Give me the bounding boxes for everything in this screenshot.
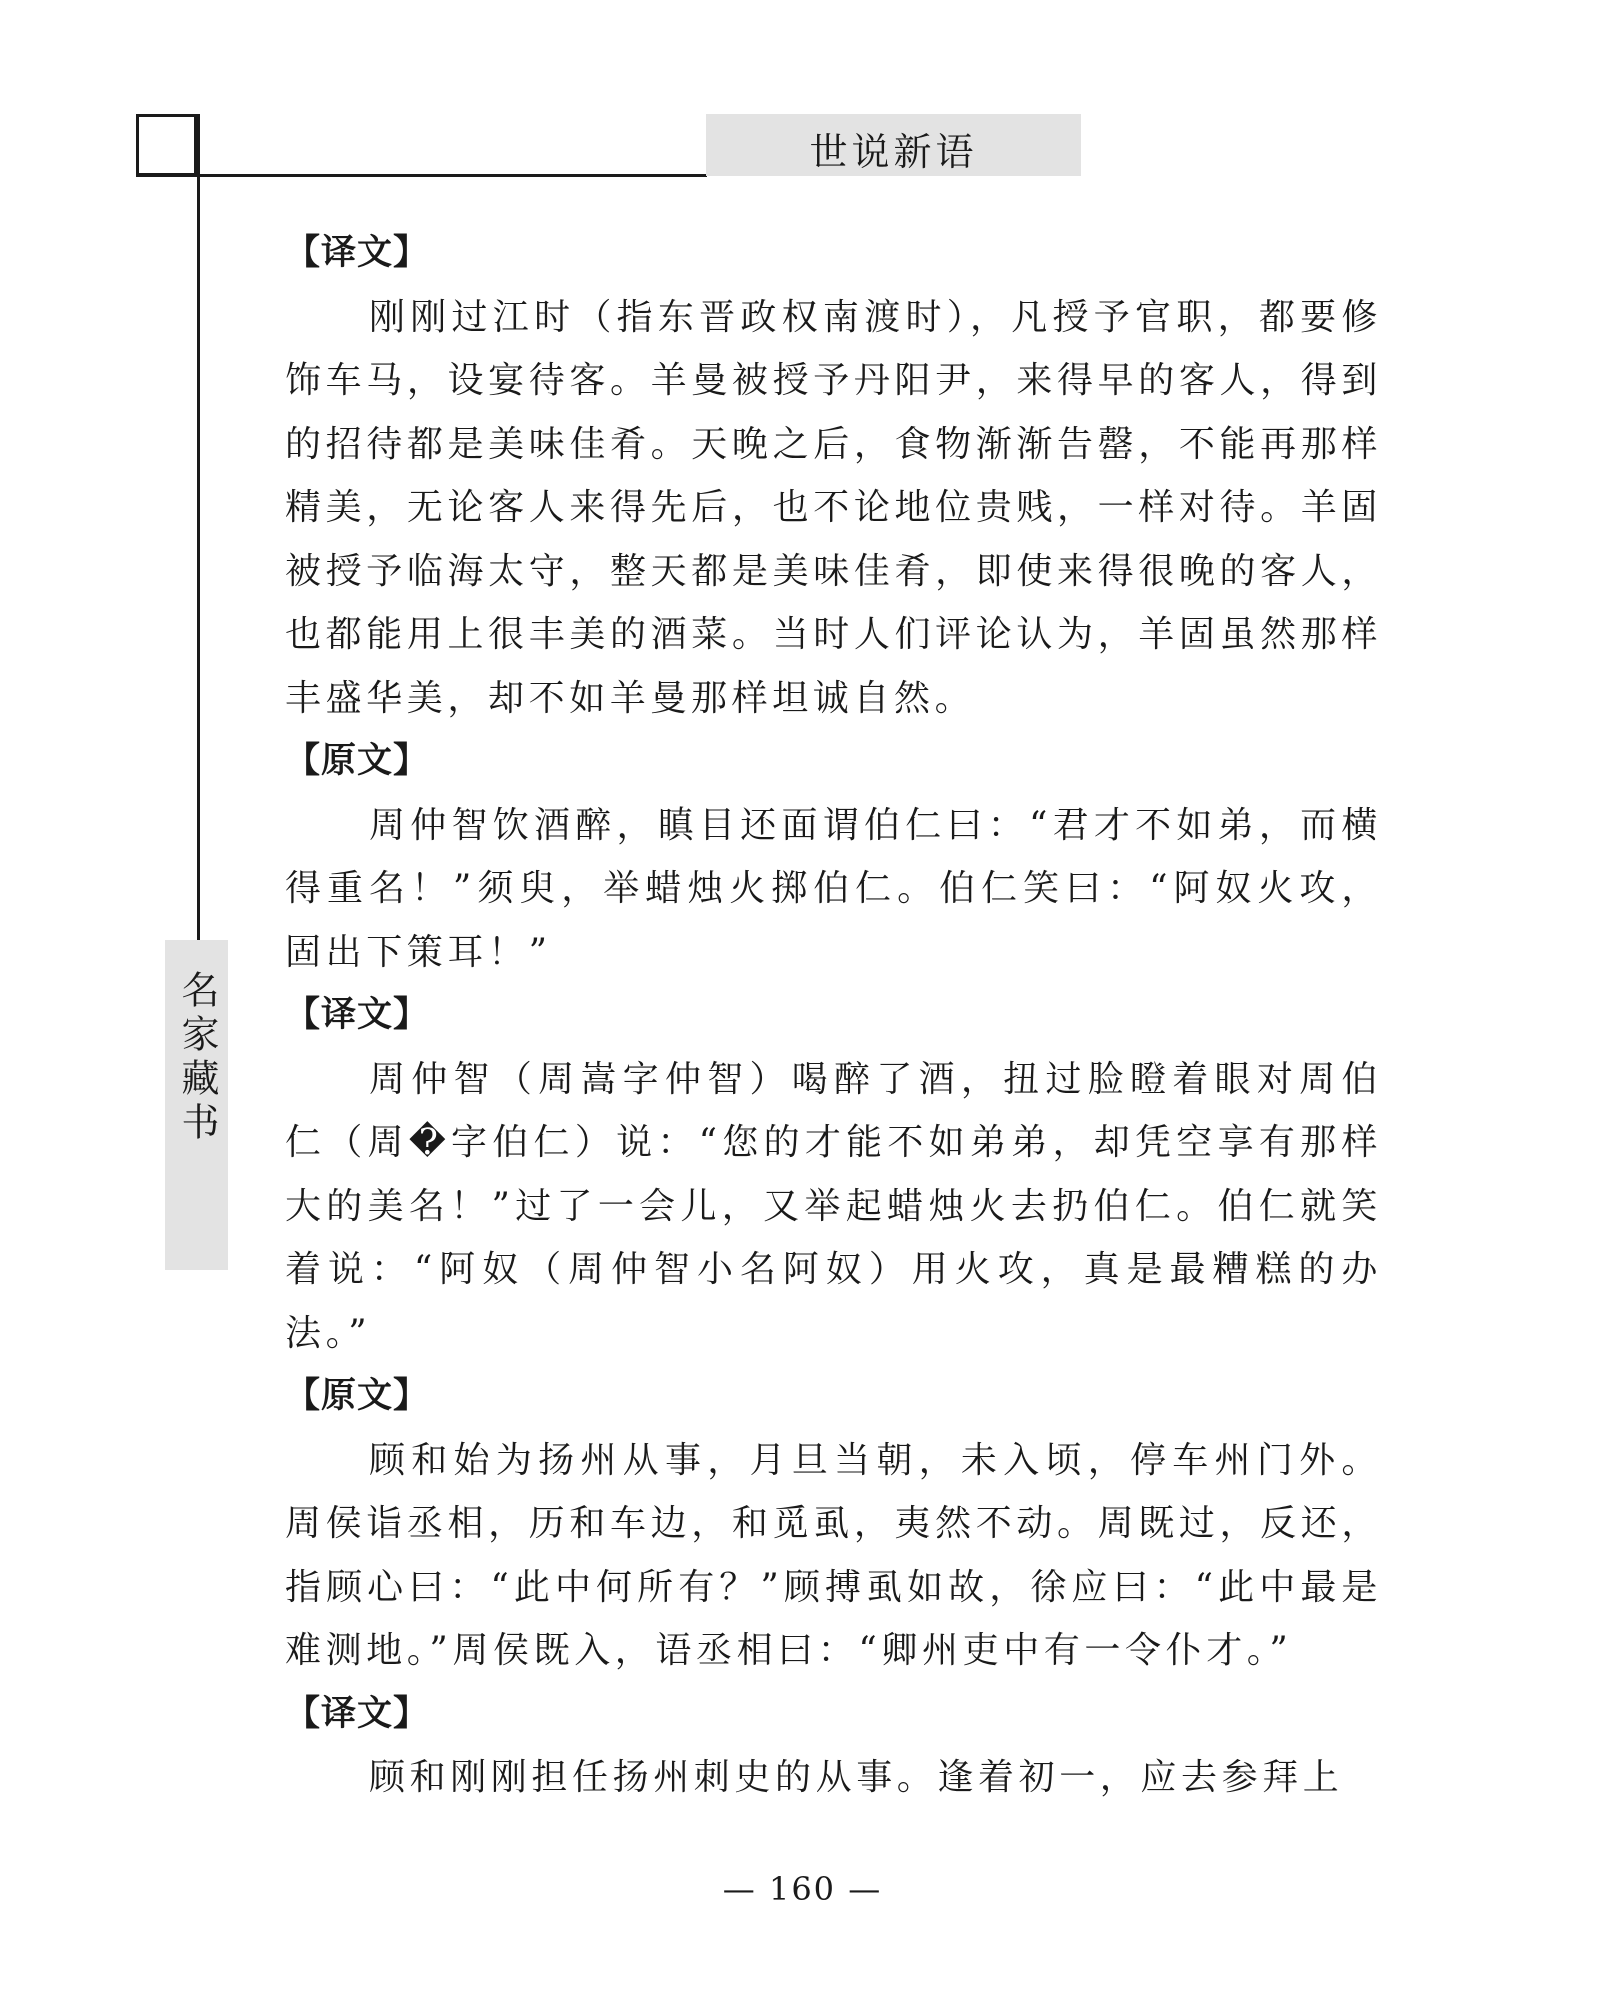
corner-frame bbox=[136, 114, 197, 176]
side-tab-label: 名家藏书 bbox=[175, 970, 219, 1146]
section-paragraph: 刚刚过江时（指东晋政权南渡时），凡授予官职，都要修饰车马，设宴待客。羊曼被授予丹阳尹，来得早的客人，得到的招待都是美味佳肴。天晚之后，食物渐渐告罄，不能再那样精美，无论客人来得先后，也不论地位贵贱，一样对待。羊固被授予临海太守，整天都是美味佳肴，即使来得很晚的客人，也都能用上很丰美的酒菜。当时人们评论认为，羊固虽然那样丰盛华美，却不如羊曼那样坦诚自然。 bbox=[285, 296, 1382, 719]
section bbox=[285, 730, 1382, 984]
book-title: 世说新语 bbox=[809, 129, 978, 174]
section-heading: 【译文】 bbox=[285, 1693, 430, 1734]
running-header bbox=[706, 114, 1081, 176]
section bbox=[285, 1365, 1382, 1683]
section bbox=[285, 222, 1382, 730]
section-paragraph: 顾和刚刚担任扬州刺史的从事。逢着初一，应去参拜上 bbox=[369, 1757, 1344, 1798]
section bbox=[285, 1683, 1382, 1810]
margin-rule bbox=[197, 114, 200, 940]
section-heading: 【原文】 bbox=[285, 1376, 430, 1416]
header-rule bbox=[136, 174, 707, 177]
page-number: — 160 — bbox=[722, 1870, 883, 1908]
side-tab bbox=[165, 940, 228, 1270]
section-paragraph: 周仲智（周嵩字仲智）喝醉了酒，扭过脸瞪着眼对周伯仁（周�字伯仁）说：“您的才能不如弟弟，却凭空享有那样大的美名！”过了一会儿，又举起蜡烛火去扔伯仁。伯仁就笑着说：“阿奴（周仲智小名阿奴）用火攻，真是最糟糕的办法。” bbox=[285, 1058, 1382, 1354]
section bbox=[285, 984, 1382, 1365]
section-paragraph: 顾和始为扬州从事，月旦当朝，未入顷，停车州门外。周侯诣丞相，历和车边，和觅虱，夷然不动。周既过，反还，指顾心曰：“此中何所有？”顾搏虱如故，徐应曰：“此中最是难测地。”周侯既入，语丞相曰：“卿州吏中有一令仆才。” bbox=[285, 1439, 1382, 1671]
section-heading: 【译文】 bbox=[285, 995, 430, 1035]
section-heading: 【原文】 bbox=[285, 741, 430, 781]
page-body bbox=[285, 222, 1382, 1810]
section-heading: 【译文】 bbox=[285, 233, 430, 273]
section-paragraph: 周仲智饮酒醉，瞋目还面谓伯仁曰：“君才不如弟，而横得重名！”须臾，举蜡烛火掷伯仁。伯仁笑曰：“阿奴火攻，固出下策耳！” bbox=[285, 804, 1382, 973]
